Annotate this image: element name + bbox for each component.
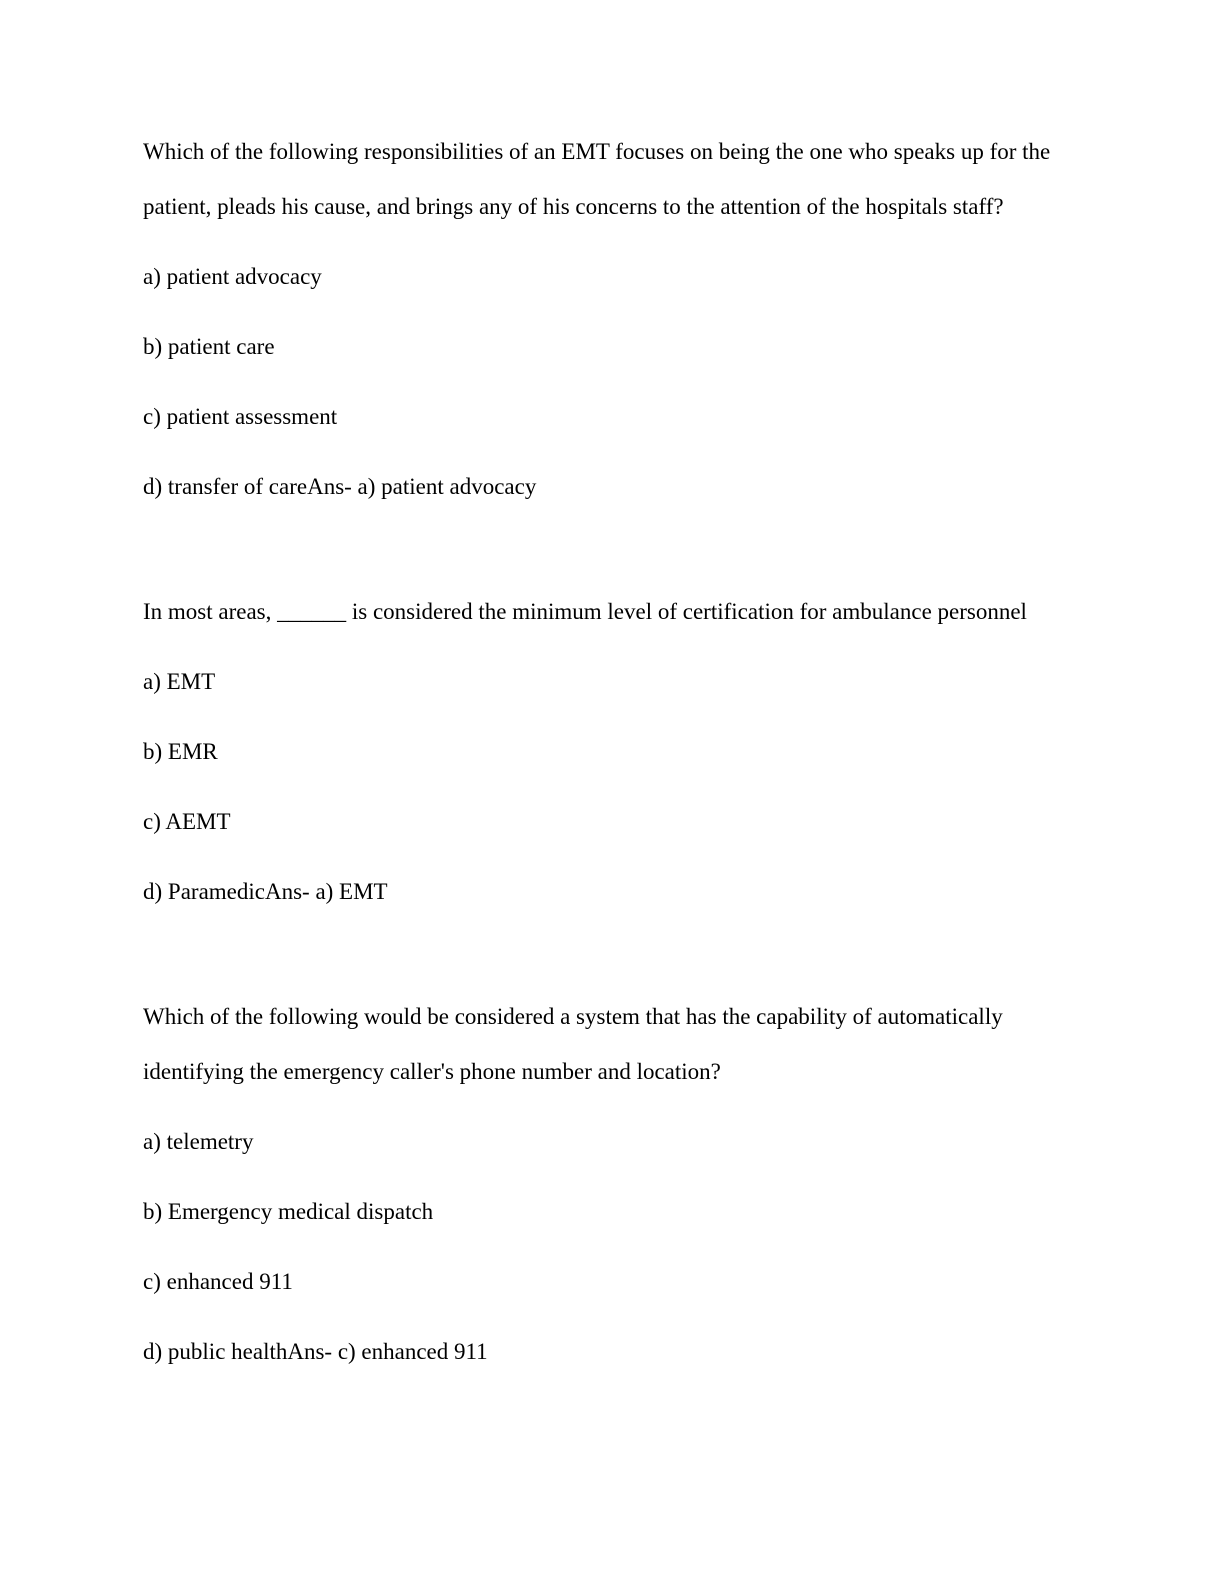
option-a: a) telemetry	[143, 1129, 254, 1154]
option-c: c) AEMT	[143, 809, 231, 834]
option-b: b) Emergency medical dispatch	[143, 1199, 434, 1224]
option-a: a) patient advocacy	[143, 264, 322, 289]
option-d-with-answer: d) ParamedicAns- a) EMT	[143, 879, 388, 904]
question-text: In most areas, ______ is considered the minimum level of certification for ambulance personnel	[143, 599, 1027, 624]
option-d-with-answer: d) public healthAns- c) enhanced 911	[143, 1339, 488, 1364]
question-block	[143, 989, 1079, 1379]
option-b: b) EMR	[143, 739, 218, 764]
option-d-with-answer: d) transfer of careAns- a) patient advocacy	[143, 474, 537, 499]
question-text: Which of the following responsibilities of an EMT focuses on being the one who speaks up for the patient, pleads his cause, and brings any of his concerns to the attention of the hospitals staff?	[143, 139, 1051, 219]
option-a: a) EMT	[143, 669, 216, 694]
option-c: c) enhanced 911	[143, 1269, 293, 1294]
option-c: c) patient assessment	[143, 404, 338, 429]
question-block	[143, 584, 1079, 919]
question-block	[143, 124, 1079, 514]
option-b: b) patient care	[143, 334, 275, 359]
question-text: Which of the following would be considered a system that has the capability of automatically identifying the emergency caller's phone number and location?	[143, 1004, 1003, 1084]
